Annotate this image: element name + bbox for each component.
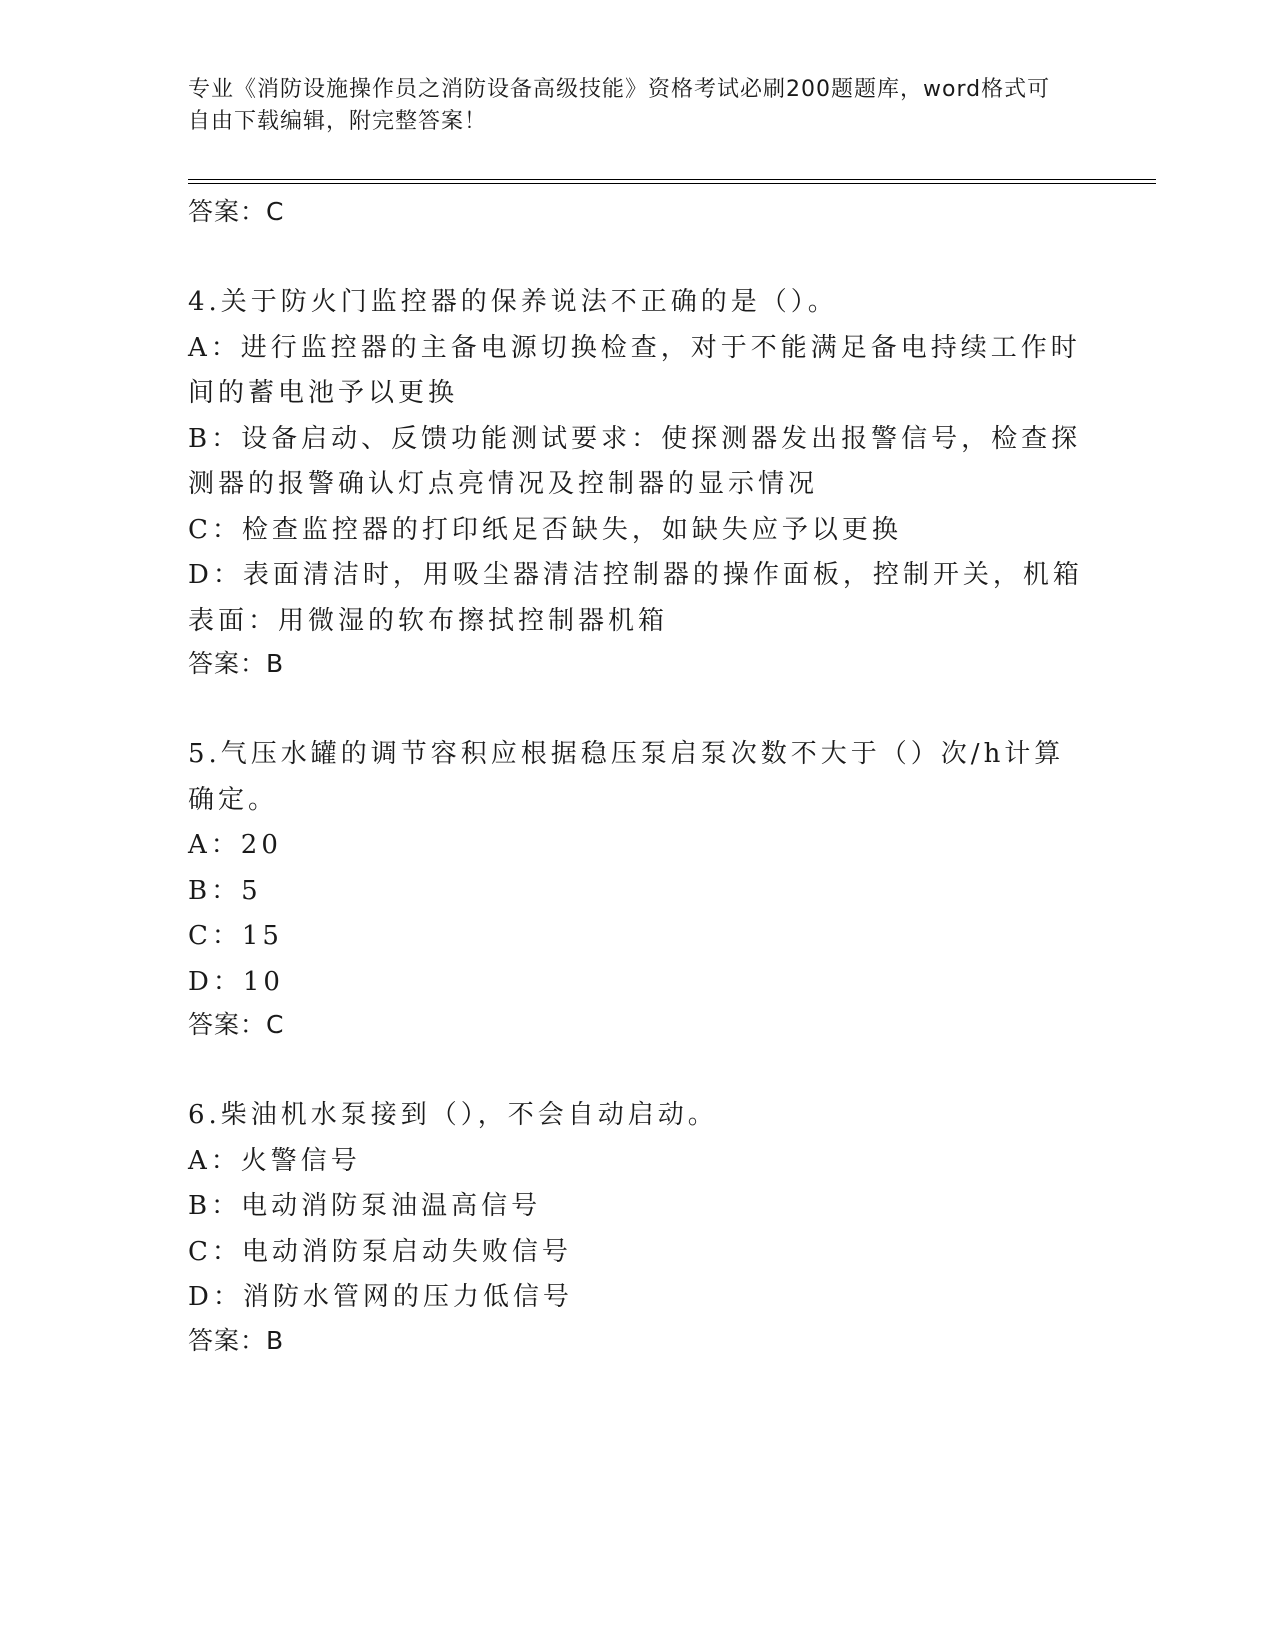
question-item: [188, 280, 1083, 684]
answer-value: B: [266, 1325, 285, 1355]
option-c: C：电动消防泵启动失败信号: [188, 1236, 572, 1267]
option-a: A：进行监控器的主备电源切换检查，对于不能满足备电持续工作时间的蓄电池予以更换: [188, 332, 1081, 408]
answer-line: [188, 192, 1083, 232]
answer-label: 答案：: [188, 1010, 267, 1039]
question-item: [188, 1093, 1083, 1361]
answer-value: C: [266, 197, 285, 226]
answer-label: 答案：: [188, 197, 267, 226]
answer-line: [188, 1005, 1083, 1045]
option-b: B：电动消防泵油温高信号: [188, 1191, 542, 1221]
answer-line: [188, 644, 1083, 684]
question-text: 6.柴油机水泵接到（），不会自动启动。: [188, 1100, 718, 1130]
option-d: D：10: [188, 966, 284, 997]
question-item: [188, 732, 1083, 1045]
option-a: A：火警信号: [188, 1145, 361, 1176]
question-list: [188, 192, 1083, 1361]
option-b: B：5: [188, 875, 262, 906]
answer-label: 答案：: [188, 1325, 267, 1355]
header-rule-top: [188, 179, 1156, 180]
answer-value: B: [266, 649, 285, 678]
option-d: D：表面清洁时，用吸尘器清洁控制器的操作面板，控制开关，机箱表面：用微湿的软布擦拭控制器机箱: [188, 560, 1083, 636]
option-a: A：20: [188, 830, 282, 860]
option-d: D：消防水管网的压力低信号: [188, 1282, 573, 1312]
question-text: 5.气压水罐的调节容积应根据稳压泵启泵次数不大于（）次/h计算确定。: [188, 739, 1065, 815]
header-rule-bottom: [188, 183, 1156, 184]
answer-line: [188, 1321, 1083, 1361]
answer-label: 答案：: [188, 649, 267, 678]
question-text: 4.关于防火门监控器的保养说法不正确的是（）。: [188, 287, 838, 317]
page-header: 专业《消防设施操作员之消防设备高级技能》资格考试必刷200题题库，word格式可自由下载编辑，附完整答案！: [188, 77, 1051, 134]
option-c: C：15: [188, 921, 283, 951]
option-c: C：检查监控器的打印纸足否缺失，如缺失应予以更换: [188, 514, 902, 545]
answer-value: C: [266, 1010, 285, 1039]
option-b: B：设备启动、反馈功能测试要求：使探测器发出报警信号，检查探测器的报警确认灯点亮情况及控制器的显示情况: [188, 423, 1082, 499]
